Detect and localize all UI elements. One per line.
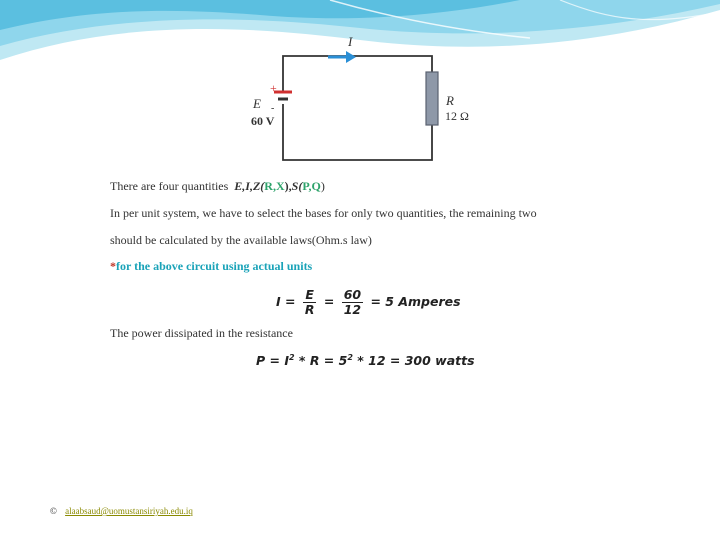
resistor-icon [426,72,438,125]
footer-contact [50,506,193,516]
per-unit-line: In per unit system, we have to select the bases for only two quantities, the remaining two [110,206,537,220]
power-equation: $P = I^2 * R = 5^2 * 12 = 300$ watts [256,353,475,369]
circuit-wire-bottom [283,104,432,160]
quantities-line: There are four quantities E,I,Z(R,X),S(P,Q) [110,179,325,193]
resistor-label: R [446,93,454,108]
source-value: 60 V [251,114,275,128]
power-intro-line: The power dissipated in the resistance [110,326,293,340]
resistor-value: 12 Ω [445,109,469,123]
battery-minus-sign: - [271,103,275,114]
battery-plus-sign: + [270,81,277,95]
current-equation: I = $\frac{E}{R}$ = $\frac{60}{12}$ = 5 Amperes [276,287,461,317]
source-label: E [253,96,261,111]
current-label: I [348,34,353,49]
circuit-diagram [0,0,720,180]
current-arrow-icon [328,51,356,63]
actual-units-note: *for the above circuit using actual units [110,259,313,273]
ohms-law-line: should be calculated by the available laws(Ohm.s law) [110,233,372,247]
copyright-symbol: © [50,506,57,516]
email-link[interactable]: alaabsaud@uomustansiriyah.edu.iq [65,506,193,516]
circuit-wire [283,56,432,92]
